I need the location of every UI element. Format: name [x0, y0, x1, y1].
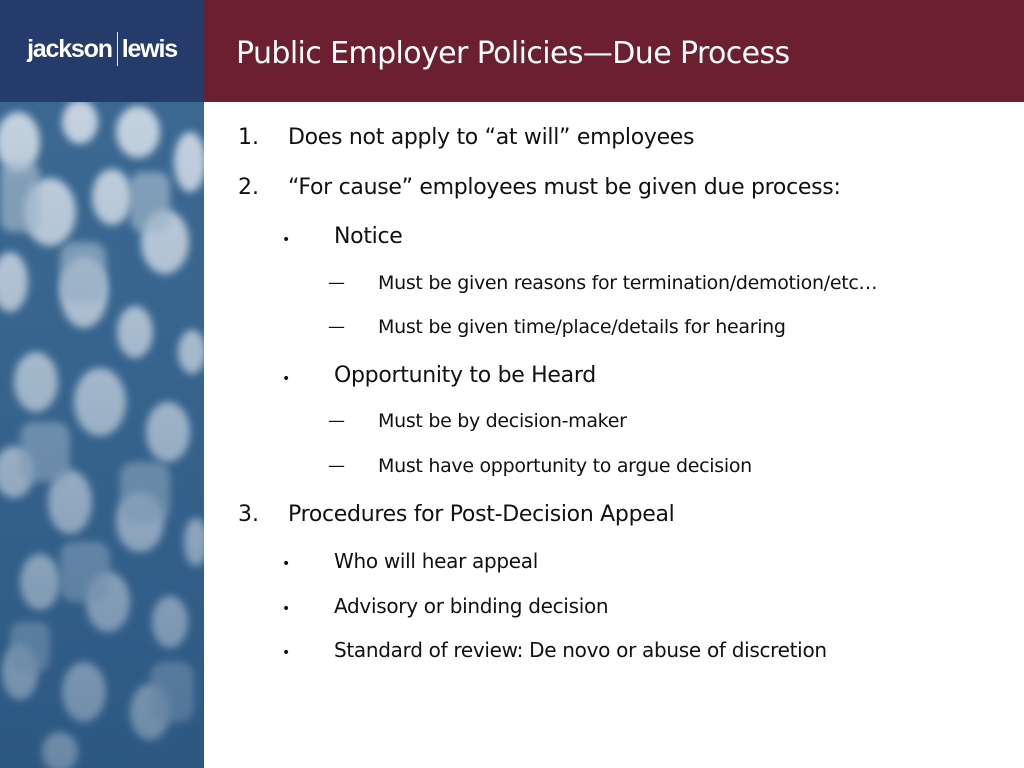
crowd-photo-graphic — [0, 102, 204, 768]
dash-icon: — — [328, 317, 345, 337]
dash-icon: — — [328, 273, 345, 293]
list-item: Notice — [334, 224, 403, 249]
slide-title: Public Employer Policies—Due Process — [236, 36, 790, 71]
list-item: “For cause” employees must be given due process: — [288, 175, 841, 200]
list-number: 2. — [238, 175, 259, 200]
dash-icon: — — [328, 411, 345, 431]
list-item: Does not apply to “at will” employees — [288, 125, 695, 150]
list-item: Opportunity to be Heard — [334, 363, 596, 388]
list-item: Standard of review: De novo or abuse of discretion — [334, 638, 827, 662]
crowd-photo — [0, 102, 204, 768]
list-item: Must have opportunity to argue decision — [378, 455, 752, 477]
logo-word-right: lewis — [121, 34, 177, 63]
logo-word-left: jackson — [27, 34, 112, 63]
dash-icon: — — [328, 456, 345, 476]
list-item: Must be given time/place/details for hearing — [378, 316, 786, 338]
bullet-icon: • — [282, 645, 291, 661]
logo-panel — [0, 0, 204, 102]
list-item: Who will hear appeal — [334, 549, 539, 573]
list-item: Must be given reasons for termination/demotion/etc… — [378, 272, 878, 294]
list-item: Procedures for Post-Decision Appeal — [288, 502, 675, 527]
bullet-icon: • — [282, 556, 291, 572]
bullet-icon: • — [282, 232, 291, 248]
slide-body — [204, 102, 1024, 768]
bullet-icon: • — [282, 371, 291, 387]
list-number: 3. — [238, 502, 259, 527]
list-item: Advisory or binding decision — [334, 594, 609, 618]
jackson-lewis-logo — [27, 32, 177, 66]
bullet-icon: • — [282, 601, 291, 617]
logo-divider — [117, 32, 118, 66]
list-number: 1. — [238, 125, 259, 150]
title-bar — [204, 0, 1024, 102]
list-item: Must be by decision-maker — [378, 410, 627, 432]
